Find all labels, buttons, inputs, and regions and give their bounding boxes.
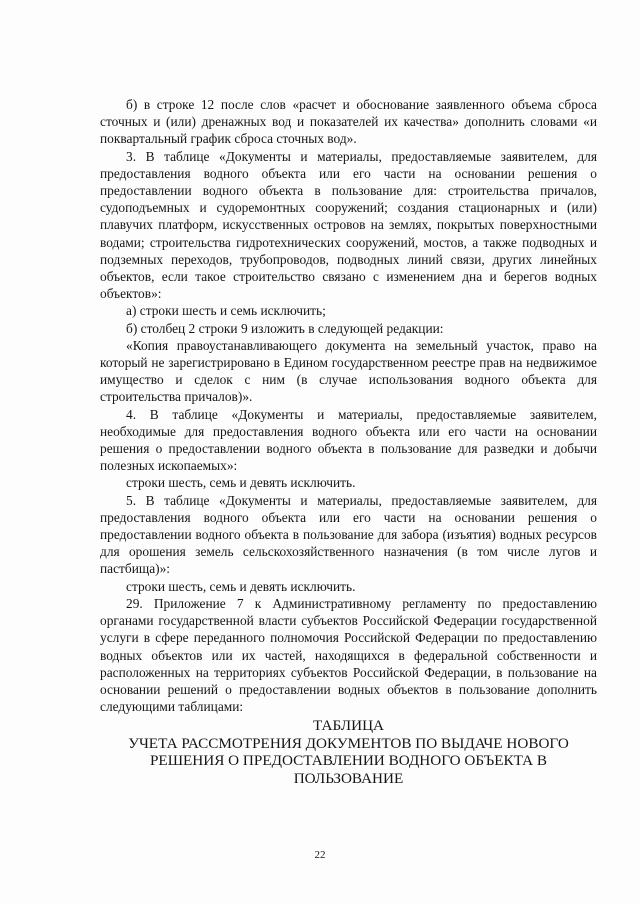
table-title-line: УЧЕТА РАССМОТРЕНИЯ ДОКУМЕНТОВ ПО ВЫДАЧЕ НОВОГО	[128, 734, 569, 752]
paragraph-item-b-column2: б) столбец 2 строки 9 изложить в следующей редакции:	[126, 320, 444, 336]
paragraph-point-3: 3. В таблице «Документы и материалы, предоставляемые заявителем, для предоставления водного объекта или его части на основании решения о предоставлении водного объекта в пользование для: строительства причалов, судоподъемных и судоремонтных сооружений; создания стационарных и (или) плавучих платформ, искусственных островов на землях, покрытых поверхностными водами; строительства гидротехнических сооружений, мостов, а также подводных и подземных переходов, трубопроводов, подводных линий связи, других линейных объектов, если такое строительство связано с изменением дна и берегов водных объектов»:	[100, 148, 597, 302]
page-number: 22	[314, 849, 326, 861]
paragraph-rows-excluded-4: строки шесть, семь и девять исключить.	[126, 475, 356, 491]
table-title-line: ТАБЛИЦА	[312, 717, 385, 735]
paragraph-point-4: 4. В таблице «Документы и материалы, предоставляемые заявителем, необходимые для предоставления водного объекта или его части на основании решения о предоставлении водного объекта в пользование для разведки и добычи полезных ископаемых»:	[100, 406, 597, 474]
paragraph-quote-copy: «Копия правоустанавливающего документа на земельный участок, право на который не зарегистрировано в Едином государственном реестре прав на недвижимое имущество и сделок с ним (в случае использования водного объекта для строительства причалов)».	[100, 337, 597, 405]
paragraph-point-29: 29. Приложение 7 к Административному регламенту по предоставлению органами государственной власти субъектов Российской Федерации государственной услуги в сфере переданного полномочия Российской Федерации по предоставлению водных объектов или их частей, находящихся в федеральной собственности и расположенных на территориях субъектов Российской Федерации, в пользование на основании решений о предоставлении водных объектов в пользование дополнить следующими таблицами:	[100, 595, 597, 715]
paragraph-point-5: 5. В таблице «Документы и материалы, предоставляемые заявителем, для предоставления водного объекта или его части на основании решения о предоставлении водного объекта в пользование для забора (изъятия) водных ресурсов для орошения земель сельскохозяйственного назначения (в том числе лугов и пастбища)»:	[100, 492, 597, 577]
document-body	[100, 96, 597, 787]
paragraph-item-b-line12: б) в строке 12 после слов «расчет и обоснование заявленного объема сброса сточных и (или) дренажных вод и показателей их качества» дополнить словами «и поквартальный график сброса сточных вод».	[100, 97, 597, 147]
paragraph-rows-excluded-5: строки шесть, семь и девять исключить.	[126, 578, 356, 594]
table-title	[100, 717, 597, 787]
table-title-line: РЕШЕНИЯ О ПРЕДОСТАВЛЕНИИ ВОДНОГО ОБЪЕКТА В	[149, 752, 548, 770]
paragraph-item-a: а) строки шесть и семь исключить;	[126, 303, 326, 319]
table-title-line: ПОЛЬЗОВАНИЕ	[293, 769, 404, 787]
